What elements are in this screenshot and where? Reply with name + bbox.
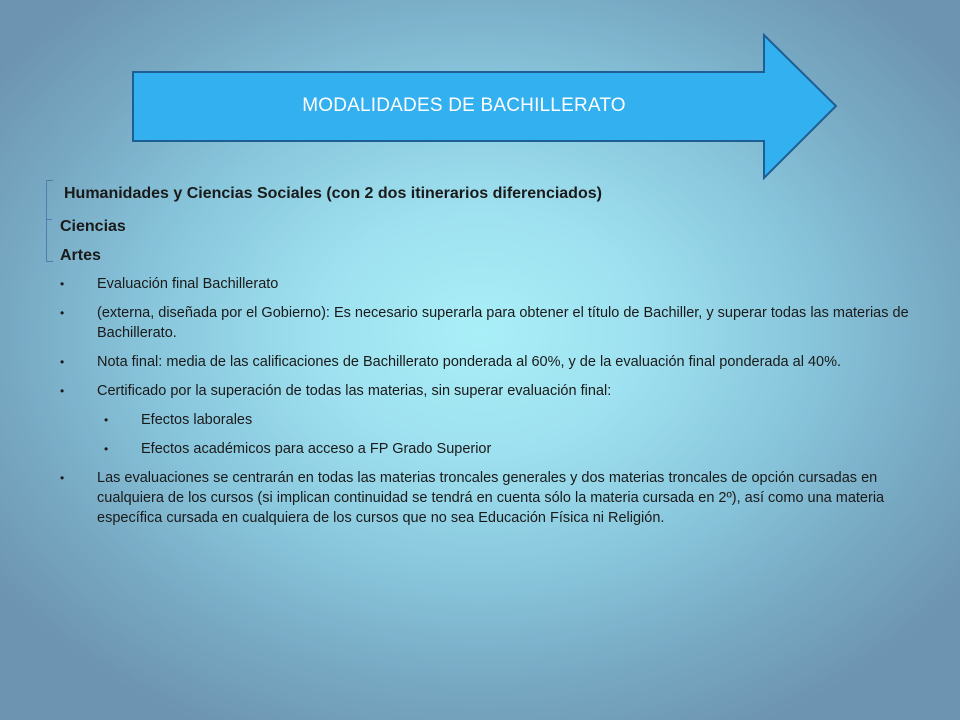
list-item-text: Evaluación final Bachillerato bbox=[97, 276, 279, 292]
list-item bbox=[60, 303, 910, 343]
bullet-list bbox=[60, 274, 910, 537]
bullet-icon: • bbox=[60, 384, 65, 398]
list-item bbox=[60, 381, 910, 401]
bullet-icon: • bbox=[60, 306, 65, 320]
bullet-icon: • bbox=[60, 355, 65, 369]
list-item-text: Las evaluaciones se centrarán en todas las materias troncales generales y dos materias troncales de opción cursadas en cualquiera de los cursos (si implican continuidad se tendrá en cuenta sólo la materia cursada en 2º), así como una materia específica cursada en cualquiera de los cursos que no sea Educación Física ni Religión. bbox=[97, 470, 885, 526]
list-item-text: Efectos académicos para acceso a FP Grado Superior bbox=[141, 441, 492, 457]
list-item-text: (externa, diseñada por el Gobierno): Es necesario superarla para obtener el título de Bachiller, y superar todas las materias de Bachillerato. bbox=[97, 305, 909, 341]
bullet-icon: • bbox=[104, 413, 109, 427]
modalidades-bracket bbox=[46, 180, 55, 262]
bullet-icon: • bbox=[104, 442, 109, 456]
list-item-text: Certificado por la superación de todas las materias, sin superar evaluación final: bbox=[97, 383, 612, 399]
sub-list-item bbox=[60, 410, 910, 430]
modalidades-bracket-divider bbox=[46, 219, 52, 220]
modalidad-artes: Artes bbox=[60, 247, 101, 264]
modalidad-humanidades: Humanidades y Ciencias Sociales (con 2 dos itinerarios diferenciados) bbox=[64, 185, 602, 202]
bullet-icon: • bbox=[60, 277, 65, 291]
list-item-text: Efectos laborales bbox=[141, 412, 253, 428]
list-item-text: Nota final: media de las calificaciones de Bachillerato ponderada al 60%, y de la evaluación final ponderada al 40%. bbox=[97, 354, 842, 370]
slide-title: MODALIDADES DE BACHILLERATO bbox=[302, 95, 626, 116]
sub-list-item bbox=[60, 439, 910, 459]
list-item bbox=[60, 468, 910, 528]
title-arrow-shape bbox=[130, 33, 840, 179]
modalidad-ciencias: Ciencias bbox=[60, 218, 126, 235]
list-item bbox=[60, 274, 910, 294]
bullet-icon: • bbox=[60, 471, 65, 485]
list-item bbox=[60, 352, 910, 372]
